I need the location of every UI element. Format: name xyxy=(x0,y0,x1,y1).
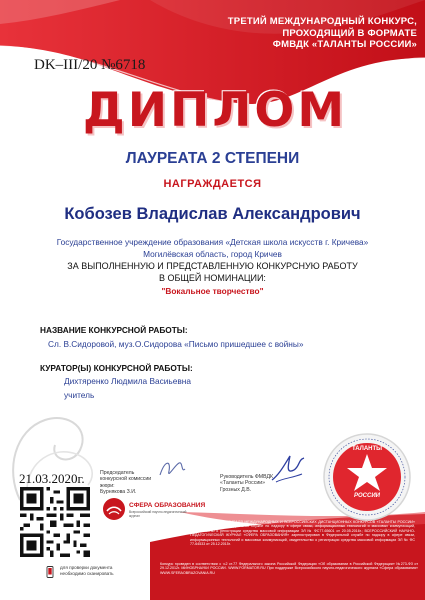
qr-code[interactable] xyxy=(20,487,90,557)
director-caption xyxy=(220,474,273,493)
work-label: НАЗВАНИЕ КОНКУРСНОЙ РАБОТЫ: xyxy=(40,325,188,335)
region: Могилёвская область, город Кричев xyxy=(143,249,282,259)
jury-signature xyxy=(155,455,190,485)
recipient-name: Кобозев Владислав Александрович xyxy=(64,205,361,223)
performance-line-1: ЗА ВЫПОЛНЕННУЮ И ПРЕДСТАВЛЕННУЮ КОНКУРСНУЮ РАБОТУ xyxy=(67,261,358,271)
curator-role: учитель xyxy=(64,390,95,400)
director-line-3: Грозных Д.В. xyxy=(220,486,252,493)
performance-text xyxy=(0,261,425,284)
director-line-1: Руководитель ФМВДК xyxy=(220,474,274,480)
sfera-logo-icon xyxy=(102,497,126,521)
badge-text-top: ТАЛАНТЫ xyxy=(351,446,383,452)
jury-line-2: конкурсной комиссии xyxy=(100,476,152,483)
phone-scan-icon xyxy=(44,566,56,578)
badge-text-bottom: РОССИИ xyxy=(354,493,380,499)
jury-line-3: жюри: xyxy=(100,482,115,489)
award-place: ЛАУРЕАТА 2 СТЕПЕНИ xyxy=(125,150,300,167)
director-signature xyxy=(268,452,308,487)
awarded-label: НАГРАЖДАЕТСЯ xyxy=(163,178,262,190)
sfera-logo-subtitle: Всероссийский научно-педагогический журнал xyxy=(129,510,187,518)
qr-caption-line-1: для проверки документа xyxy=(60,565,113,570)
sfera-logo xyxy=(102,497,206,522)
footer-registration-text: ОРГАНИЗАТОРЫ ФЕСТИВАЛЯ МЕЖДУНАРОДНЫХ И ВСЕРОССИЙСКИХ ДИСТАНЦИОННЫХ КОНКУРСОВ «ТАЛАНТЫ РОССИИ» зарегистрированы в Федеральной службе по надзору в сфере связи, информационных технологий и массовых коммуникаций, свидетельство о регистрации средства массовой информации ЭЛ № ФС77-65601 от 20.05.2016г.; ВСЕРОССИЙСКИЙ НАУЧНО-ПЕДАГОГИЧЕСКИЙ ЖУРНАЛ «СФЕРА ОБРАЗОВАНИЯ» зарегистрирован в Федеральной службе по надзору в сфере связи, информационных технологий и массовых коммуникаций, свидетельство о регистрации средства массовой информации ЭЛ № ФС 77-64533 от 25.12.2015г. xyxy=(190,520,415,547)
qr-caption xyxy=(60,565,142,576)
sfera-logo-name: СФЕРА ОБРАЗОВАНИЯ xyxy=(129,502,206,509)
document-number: DK–III/20 №6718 xyxy=(34,57,146,73)
contest-line-2: ПРОХОДЯЩИЙ В ФОРМАТЕ xyxy=(282,27,417,39)
performance-line-2: В ОБЩЕЙ НОМИНАЦИИ: xyxy=(159,272,266,283)
nomination: "Вокальное творчество" xyxy=(161,286,264,296)
work-value: Сл. В.Сидоровой, муз.О.Сидорова «Письмо пришедшее с войны» xyxy=(48,339,304,349)
jury-chair-caption xyxy=(100,470,151,496)
contest-line-1: ТРЕТИЙ МЕЖДУНАРОДНЫЙ КОНКУРС, xyxy=(227,16,417,27)
jury-line-1: Председатель xyxy=(100,470,135,476)
footer-legal-line: Конкурс проведен в соответствии с ч.2 ст.77 Федерального закона Российской Федерации «Об образовании в Российской Федерации» №273-ФЗ от 29.12.2012г. МИНОБРНАУКИ РОССИИ. WWW.FORMATOR.RU При поддержке Всероссийского научно-педагогического журнала «Сфера образования» WWW.SFERAOBRAZOVANIA.RU xyxy=(160,562,418,575)
contest-title xyxy=(197,16,417,51)
curator-label: КУРАТОР(Ы) КОНКУРСНОЙ РАБОТЫ: xyxy=(40,363,193,373)
organization: Государственное учреждение образования «Детская школа искусств г. Кричева» xyxy=(56,237,369,247)
director-line-2: «Таланты России» xyxy=(220,480,266,487)
issue-date: 21.03.2020г. xyxy=(19,471,85,486)
jury-line-4: Бурнякова З.И. xyxy=(100,489,137,496)
diploma-title: ДИПЛОМ xyxy=(82,83,348,138)
qr-caption-line-2: необходимо сканировать xyxy=(60,570,114,576)
curator-name: Дихтяренко Людмила Васиьевна xyxy=(64,376,191,386)
contest-line-3: ФМВДК «ТАЛАНТЫ РОССИИ» xyxy=(272,39,417,50)
